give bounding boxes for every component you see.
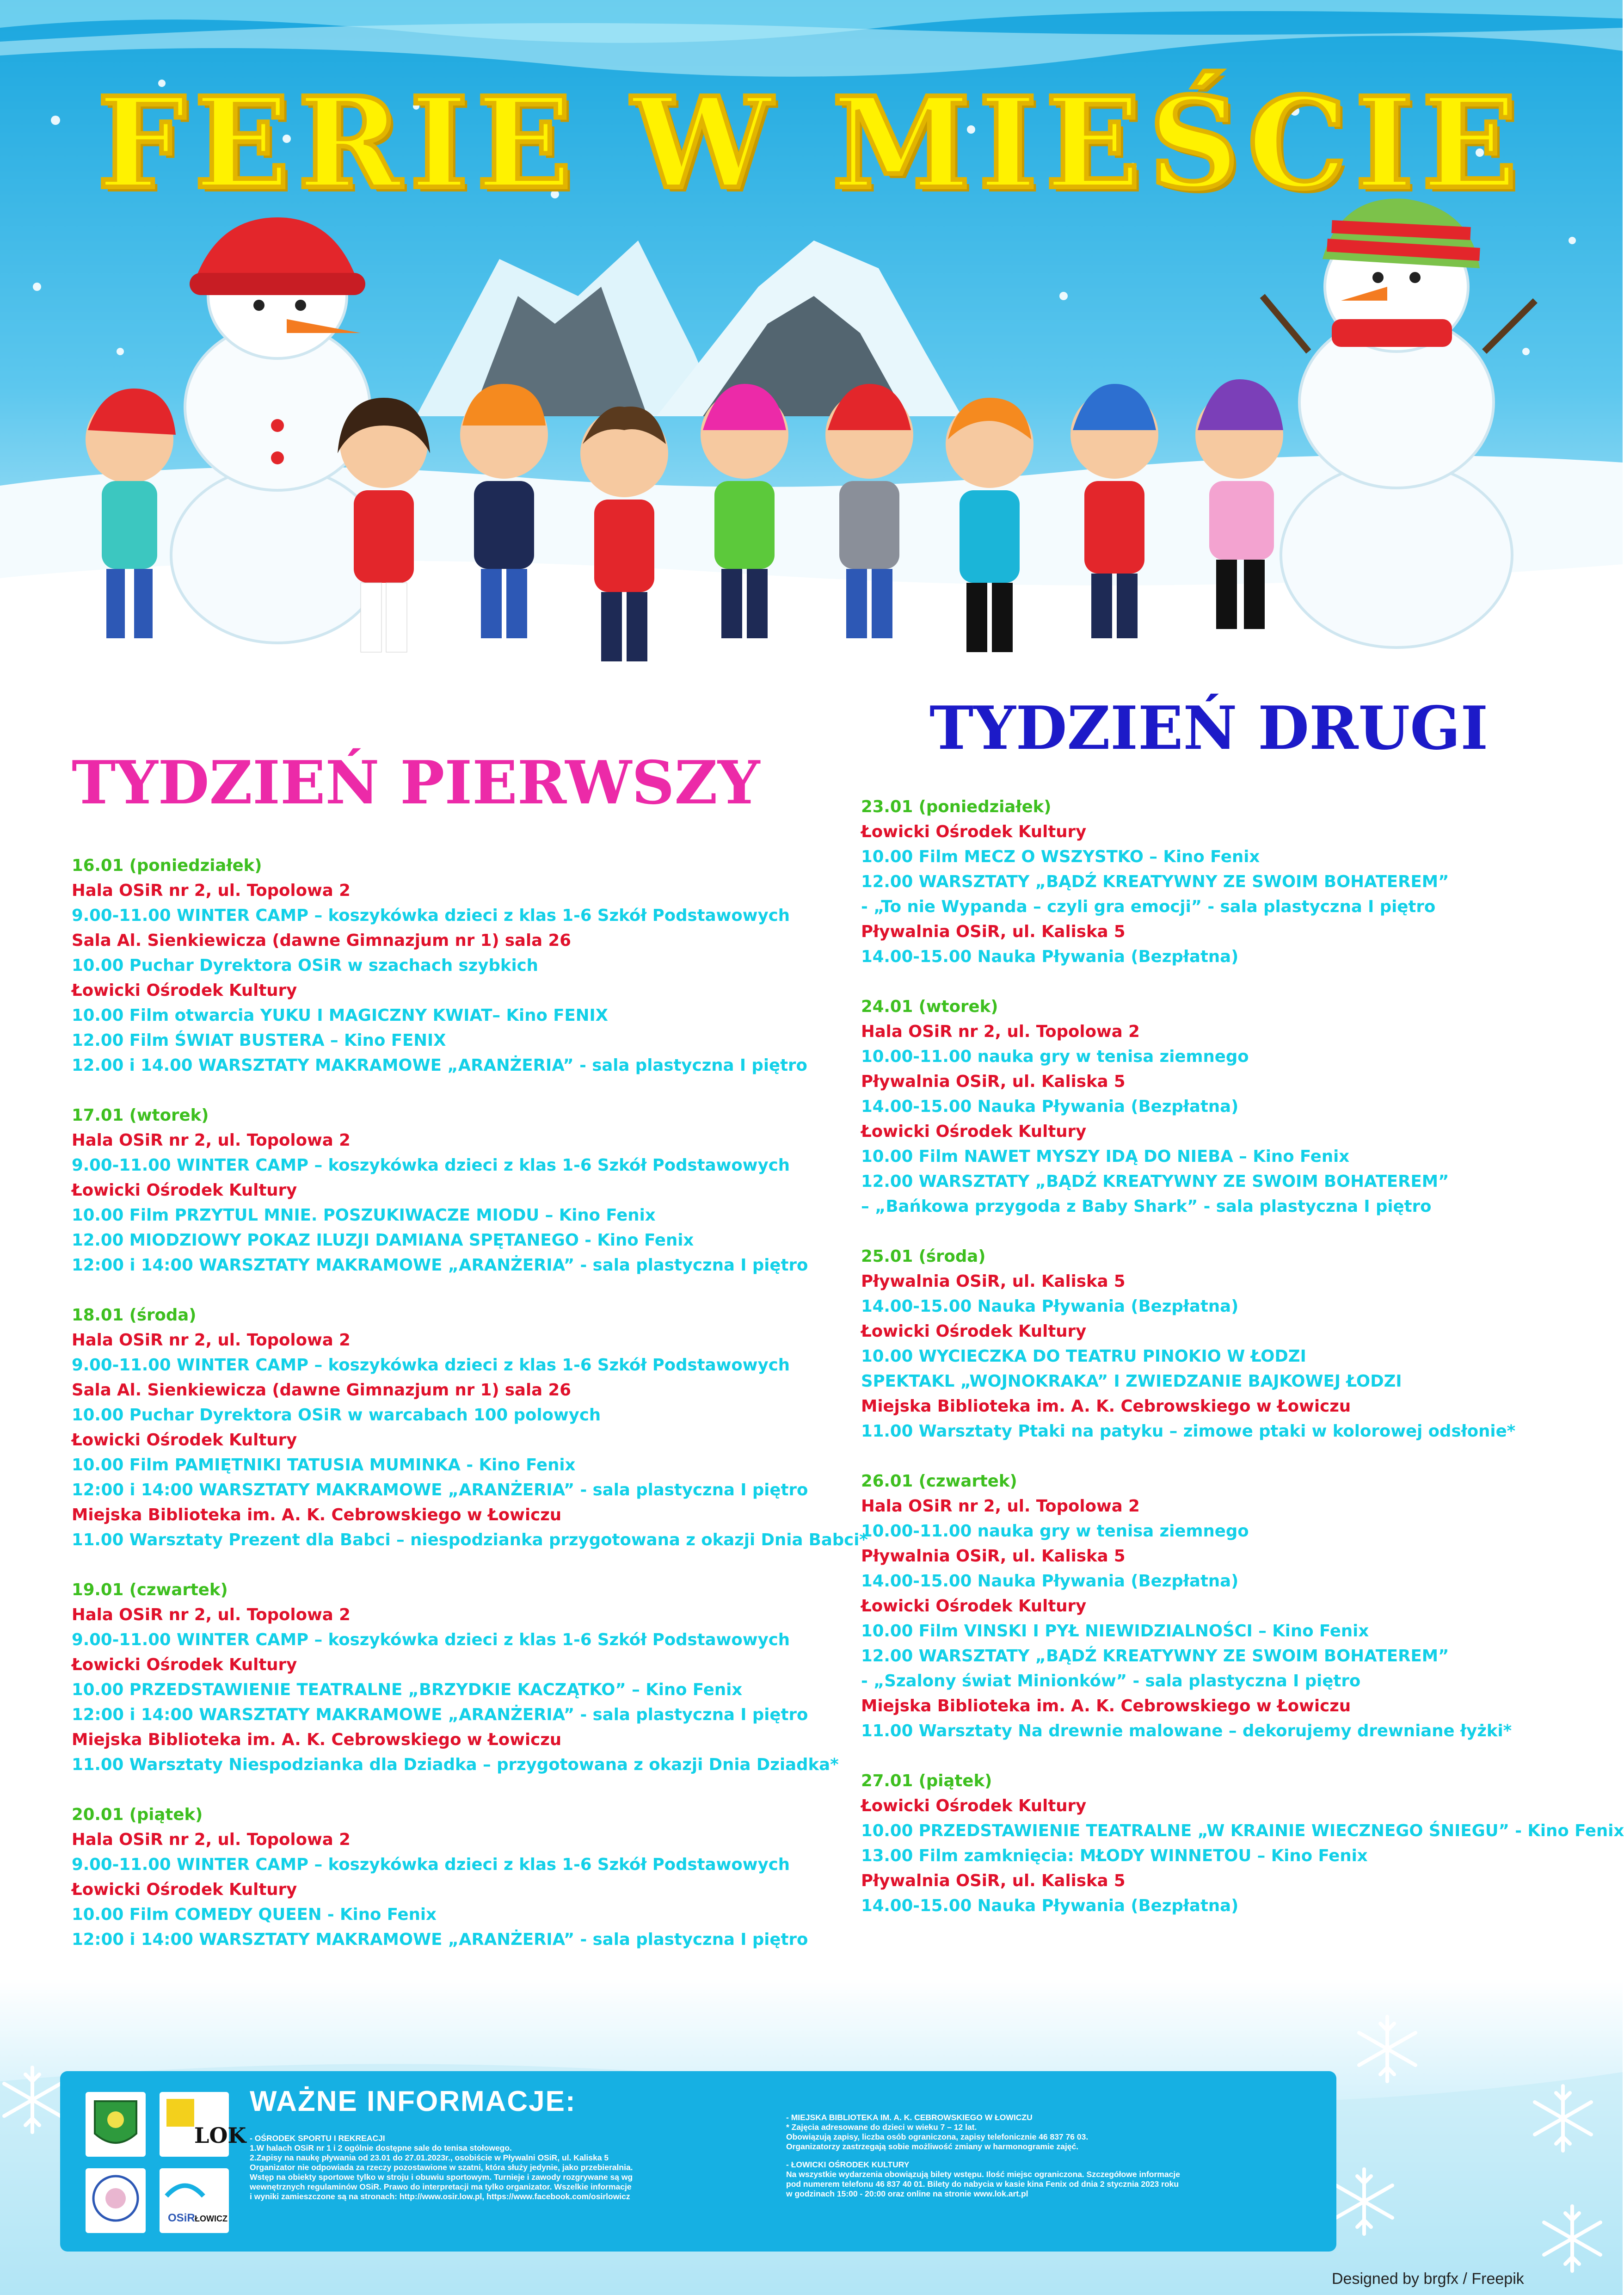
- event-entry: 12:00 i 14:00 WARSZTATY MAKRAMOWE „ARANŻERIA” - sala plastyczna I piętro: [72, 1256, 808, 1275]
- day-block: [861, 1469, 1624, 1744]
- info-line: * Zajęcia adresowane do dzieci w wieku 7 – 12 lat.: [786, 2122, 977, 2132]
- event-entry: 10.00 PRZEDSTAWIENIE TEATRALNE „W KRAINIE WIECZNEGO ŚNIEGU” - Kino Fenix: [861, 1821, 1624, 1840]
- venue-name: Hala OSiR nr 2, ul. Topolowa 2: [861, 1497, 1140, 1516]
- venue-name: Pływalnia OSiR, ul. Kaliska 5: [861, 1547, 1126, 1566]
- venue-name: Miejska Biblioteka im. A. K. Cebrowskiego w Łowiczu: [72, 1505, 562, 1524]
- venue-name: Łowicki Ośrodek Kultury: [72, 1880, 297, 1899]
- event-entry: 12.00 MIODZIOWY POKAZ ILUZJI DAMIANA SPĘTANEGO - Kino Fenix: [72, 1231, 694, 1250]
- design-credit: Designed by brgfx / Freepik: [1332, 2270, 1524, 2288]
- event-entry: 12.00 WARSZTATY „BĄDŹ KREATYWNY ZE SWOIM BOHATEREM”: [861, 872, 1449, 891]
- event-entry: 12.00 i 14.00 WARSZTATY MAKRAMOWE „ARANŻERIA” - sala plastyczna I piętro: [72, 1056, 807, 1075]
- info-line: wewnętrznych regulaminów OSiR. Prawo do interpretacji ma tylko organizator. Wszelkie informacje: [250, 2182, 632, 2191]
- day-date: 26.01 (czwartek): [861, 1472, 1017, 1491]
- venue-name: Łowicki Ośrodek Kultury: [72, 1431, 297, 1450]
- venue-name: Pływalnia OSiR, ul. Kaliska 5: [861, 1072, 1126, 1091]
- venue-name: Hala OSiR nr 2, ul. Topolowa 2: [72, 1131, 351, 1150]
- info-line: Organizator nie odpowiada za rzeczy pozostawione w szatni, która służy jedynie, jako przebieralnia.: [250, 2163, 633, 2172]
- event-entry: 14.00-15.00 Nauka Pływania (Bezpłatna): [861, 1896, 1239, 1915]
- event-entry: 13.00 Film zamknięcia: MŁODY WINNETOU – Kino Fenix: [861, 1846, 1368, 1865]
- event-entry: 12:00 i 14:00 WARSZTATY MAKRAMOWE „ARANŻERIA” - sala plastyczna I piętro: [72, 1705, 808, 1724]
- venue-name: Hala OSiR nr 2, ul. Topolowa 2: [72, 1605, 351, 1624]
- venue-name: Łowicki Ośrodek Kultury: [861, 822, 1087, 841]
- event-entry: 12.00 Film ŚWIAT BUSTERA – Kino FENIX: [72, 1031, 446, 1050]
- venue-name: Miejska Biblioteka im. A. K. Cebrowskiego w Łowiczu: [861, 1697, 1351, 1715]
- info-line: - OŚRODEK SPORTU I REKREACJI: [250, 2134, 385, 2143]
- event-entry: 9.00-11.00 WINTER CAMP – koszykówka dzieci z klas 1-6 Szkół Podstawowych: [72, 1855, 790, 1874]
- event-entry: - „To nie Wypanda – czyli gra emocji” - sala plastyczna I piętro: [861, 897, 1436, 916]
- lok-logo: LOK: [194, 2123, 246, 2148]
- event-entry: 11.00 Warsztaty Niespodzianka dla Dziadka – przygotowana z okazji Dnia Dziadka*: [72, 1755, 839, 1774]
- event-entry: 10.00-11.00 nauka gry w tenisa ziemnego: [861, 1047, 1249, 1066]
- day-date: 16.01 (poniedziałek): [72, 856, 262, 875]
- day-block: [861, 1769, 1624, 1919]
- info-line: 2.Zapisy na naukę pływania od 23.01 do 27.01.2023r., osobiście w Pływalni OSiR, ul. Kaliska 5: [250, 2153, 609, 2162]
- event-entry: SPEKTAKL „WOJNOKRAKA” I ZWIEDZANIE BAJKOWEJ ŁODZI: [861, 1372, 1402, 1391]
- venue-name: Łowicki Ośrodek Kultury: [72, 981, 297, 1000]
- event-entry: 10.00 Film NAWET MYSZY IDĄ DO NIEBA – Kino Fenix: [861, 1147, 1350, 1166]
- event-entry: 10.00-11.00 nauka gry w tenisa ziemnego: [861, 1522, 1249, 1541]
- info-line: pod numerem telefonu 46 837 40 01. Bilety do nabycia w kasie kina Fenix od dnia 2 stycznia 2023 roku: [786, 2179, 1179, 2189]
- venue-name: Łowicki Ośrodek Kultury: [861, 1597, 1087, 1616]
- venue-name: Hala OSiR nr 2, ul. Topolowa 2: [72, 1830, 351, 1849]
- info-line: i wyniki zamieszczone są na stronach: http://www.osir.low.pl, https://www.facebook.com/osirlowicz: [250, 2192, 630, 2201]
- poster-title: FERIE W MIEŚCIE: [97, 69, 1526, 216]
- info-line: Wstęp na obiekty sportowe tylko w stroju i obuwiu sportowym. Turnieje i zawody rozgrywane są wg: [250, 2172, 633, 2182]
- event-entry: 11.00 Warsztaty Ptaki na patyku – zimowe ptaki w kolorowej odsłonie*: [861, 1422, 1516, 1441]
- venue-name: Pływalnia OSiR, ul. Kaliska 5: [861, 1272, 1126, 1291]
- event-entry: 10.00 Film MECZ O WSZYSTKO – Kino Fenix: [861, 847, 1260, 866]
- day-date: 19.01 (czwartek): [72, 1580, 228, 1599]
- event-entry: 12.00 WARSZTATY „BĄDŹ KREATYWNY ZE SWOIM BOHATEREM”: [861, 1647, 1449, 1666]
- event-entry: 10.00 PRZEDSTAWIENIE TEATRALNE „BRZYDKIE KACZĄTKO” – Kino Fenix: [72, 1680, 743, 1699]
- info-line: - MIEJSKA BIBLIOTEKA IM. A. K. CEBROWSKIEGO W ŁOWICZU: [786, 2113, 1033, 2122]
- osir-logo: OSiR: [168, 2212, 195, 2224]
- day-block: [72, 1103, 868, 1278]
- day-block: [72, 1802, 868, 1952]
- venue-name: Łowicki Ośrodek Kultury: [861, 1322, 1087, 1341]
- venue-name: Pływalnia OSiR, ul. Kaliska 5: [861, 1871, 1126, 1890]
- event-entry: 10.00 Film VINSKI I PYŁ NIEWIDZIALNOŚCI – Kino Fenix: [861, 1622, 1369, 1641]
- info-box: [60, 2071, 1336, 2252]
- info-library-lok-column: [786, 2113, 1180, 2199]
- event-entry: 14.00-15.00 Nauka Pływania (Bezpłatna): [861, 1297, 1239, 1316]
- event-entry: 11.00 Warsztaty Prezent dla Babci – niespodzianka przygotowana z okazji Dnia Babci*: [72, 1530, 868, 1549]
- day-date: 25.01 (środa): [861, 1247, 986, 1266]
- week1-title: TYDZIEŃ PIERWSZY: [72, 748, 760, 818]
- event-entry: 9.00-11.00 WINTER CAMP – koszykówka dzieci z klas 1-6 Szkół Podstawowych: [72, 1156, 790, 1175]
- event-entry: 10.00 WYCIECZKA DO TEATRU PINOKIO W ŁODZI: [861, 1347, 1306, 1366]
- week2-schedule: [861, 795, 1624, 1919]
- day-date: 18.01 (środa): [72, 1306, 197, 1325]
- event-entry: 14.00-15.00 Nauka Pływania (Bezpłatna): [861, 1572, 1239, 1591]
- event-entry: 10.00 Film PAMIĘTNIKI TATUSIA MUMINKA - Kino Fenix: [72, 1456, 576, 1474]
- day-date: 27.01 (piątek): [861, 1771, 992, 1790]
- day-block: [72, 1578, 868, 1777]
- day-date: 24.01 (wtorek): [861, 997, 998, 1016]
- event-entry: - „Szalony świat Minionków” - sala plastyczna I piętro: [861, 1672, 1361, 1690]
- day-block: [72, 1303, 868, 1553]
- event-entry: 12:00 i 14:00 WARSZTATY MAKRAMOWE „ARANŻERIA” - sala plastyczna I piętro: [72, 1481, 808, 1499]
- event-entry: 12:00 i 14:00 WARSZTATY MAKRAMOWE „ARANŻERIA” - sala plastyczna I piętro: [72, 1930, 808, 1949]
- week2-title: TYDZIEŃ DRUGI: [929, 694, 1489, 763]
- day-date: 17.01 (wtorek): [72, 1106, 209, 1125]
- lowicz-logo: ŁOWICZ: [195, 2214, 228, 2223]
- day-block: [861, 1244, 1624, 1444]
- day-block: [72, 853, 868, 1078]
- venue-name: Pływalnia OSiR, ul. Kaliska 5: [861, 922, 1126, 941]
- event-entry: 9.00-11.00 WINTER CAMP – koszykówka dzieci z klas 1-6 Szkół Podstawowych: [72, 1630, 790, 1649]
- venue-name: Łowicki Ośrodek Kultury: [72, 1655, 297, 1674]
- info-gap: [786, 2152, 1180, 2160]
- event-entry: 10.00 Film PRZYTUL MNIE. POSZUKIWACZE MIODU – Kino Fenix: [72, 1206, 656, 1225]
- week1-schedule: [72, 853, 868, 1952]
- day-block: [861, 795, 1624, 969]
- event-entry: 10.00 Puchar Dyrektora OSiR w szachach szybkich: [72, 956, 538, 975]
- venue-name: Hala OSiR nr 2, ul. Topolowa 2: [72, 881, 351, 900]
- info-line: Organizatorzy zastrzegają sobie możliwość zmiany w harmonogramie zajęć.: [786, 2142, 1079, 2151]
- venue-name: Sala Al. Sienkiewicza (dawne Gimnazjum nr 1) sala 26: [72, 1381, 571, 1400]
- event-entry: 10.00 Puchar Dyrektora OSiR w warcabach 100 polowych: [72, 1406, 601, 1425]
- info-line: Obowiązują zapisy, liczba osób ograniczona, zapisy telefonicznie 46 837 76 03.: [786, 2132, 1089, 2141]
- day-block: [861, 994, 1624, 1219]
- info-line: - ŁOWICKI OŚRODEK KULTURY: [786, 2160, 910, 2169]
- event-entry: 14.00-15.00 Nauka Pływania (Bezpłatna): [861, 1097, 1239, 1116]
- venue-name: Hala OSiR nr 2, ul. Topolowa 2: [861, 1022, 1140, 1041]
- venue-name: Hala OSiR nr 2, ul. Topolowa 2: [72, 1331, 351, 1350]
- event-entry: 10.00 Film otwarcia YUKU I MAGICZNY KWIAT– Kino FENIX: [72, 1006, 609, 1025]
- partner-logos: [86, 2087, 246, 2235]
- day-date: 23.01 (poniedziałek): [861, 797, 1052, 816]
- venue-name: Sala Al. Sienkiewicza (dawne Gimnazjum nr 1) sala 26: [72, 931, 571, 950]
- event-entry: 11.00 Warsztaty Na drewnie malowane – dekorujemy drewniane łyżki*: [861, 1721, 1512, 1740]
- info-heading: WAŻNE INFORMACJE:: [250, 2085, 576, 2117]
- event-entry: 12.00 WARSZTATY „BĄDŹ KREATYWNY ZE SWOIM BOHATEREM”: [861, 1172, 1449, 1191]
- info-line: Na wszystkie wydarzenia obowiązują bilety wstępu. Ilość miejsc ograniczona. Szczegółowe informacje: [786, 2170, 1180, 2179]
- info-line: w godzinach 15:00 - 20:00 oraz online na stronie www.lok.art.pl: [786, 2189, 1028, 2198]
- venue-name: Łowicki Ośrodek Kultury: [861, 1122, 1087, 1141]
- info-line: 1.W halach OSiR nr 1 i 2 ogólnie dostępne sale do tenisa stołowego.: [250, 2143, 512, 2153]
- venue-name: Łowicki Ośrodek Kultury: [861, 1796, 1087, 1815]
- event-entry: 9.00-11.00 WINTER CAMP – koszykówka dzieci z klas 1-6 Szkół Podstawowych: [72, 906, 790, 925]
- event-entry: – „Bańkowa przygoda z Baby Shark” - sala plastyczna I piętro: [861, 1197, 1432, 1216]
- day-date: 20.01 (piątek): [72, 1805, 203, 1824]
- venue-name: Łowicki Ośrodek Kultury: [72, 1181, 297, 1200]
- event-entry: 14.00-15.00 Nauka Pływania (Bezpłatna): [861, 947, 1239, 966]
- venue-name: Miejska Biblioteka im. A. K. Cebrowskiego w Łowiczu: [72, 1730, 562, 1749]
- info-osir-column: [250, 2134, 633, 2202]
- event-entry: 9.00-11.00 WINTER CAMP – koszykówka dzieci z klas 1-6 Szkół Podstawowych: [72, 1356, 790, 1375]
- venue-name: Miejska Biblioteka im. A. K. Cebrowskiego w Łowiczu: [861, 1397, 1351, 1416]
- event-entry: 10.00 Film COMEDY QUEEN - Kino Fenix: [72, 1905, 437, 1924]
